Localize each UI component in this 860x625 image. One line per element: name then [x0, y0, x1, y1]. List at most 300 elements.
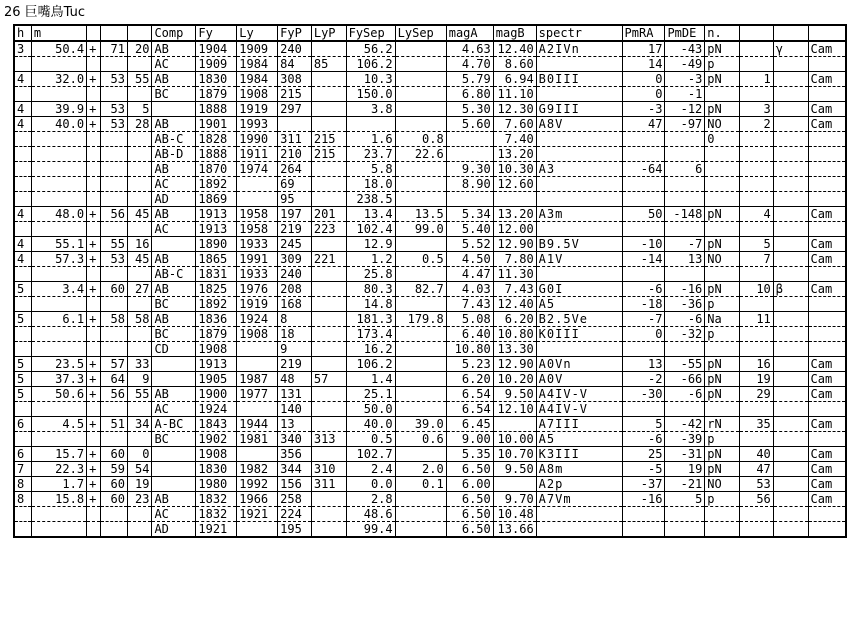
- table-row: [14, 312, 846, 327]
- table-row: [14, 41, 846, 57]
- table-cell: 10.30: [493, 162, 536, 177]
- table-cell: 1830: [196, 462, 237, 477]
- table-cell: -39: [665, 432, 705, 447]
- table-cell: [740, 41, 774, 57]
- table-cell: +: [87, 492, 101, 507]
- table-cell: 308: [278, 72, 312, 87]
- table-cell: [773, 237, 808, 252]
- table-cell: pN: [705, 387, 740, 402]
- table-cell: [101, 57, 128, 72]
- table-cell: [622, 222, 665, 237]
- column-header: PmRA: [622, 25, 665, 41]
- table-cell: [31, 177, 86, 192]
- table-cell: [127, 267, 152, 282]
- table-cell: 1879: [196, 327, 237, 342]
- table-cell: [665, 177, 705, 192]
- table-cell: 10.80: [493, 327, 536, 342]
- table-cell: [705, 147, 740, 162]
- table-cell: [311, 402, 346, 417]
- table-cell: 40.0: [346, 417, 395, 432]
- table-cell: 173.4: [346, 327, 395, 342]
- table-cell: [705, 162, 740, 177]
- table-cell: [773, 372, 808, 387]
- table-cell: [152, 477, 196, 492]
- table-cell: 5.8: [346, 162, 395, 177]
- table-cell: 4: [14, 72, 31, 87]
- table-row: [14, 207, 846, 222]
- table-cell: +: [87, 387, 101, 402]
- table-cell: 1987: [237, 372, 278, 387]
- table-cell: [14, 507, 31, 522]
- table-cell: [14, 402, 31, 417]
- table-cell: 11.30: [493, 267, 536, 282]
- table-cell: 13.30: [493, 342, 536, 357]
- column-header: [740, 25, 774, 41]
- table-cell: 9: [127, 372, 152, 387]
- table-cell: [87, 132, 101, 147]
- table-row: [14, 417, 846, 432]
- table-row: [14, 267, 846, 282]
- table-cell: [705, 177, 740, 192]
- table-cell: [237, 402, 278, 417]
- table-row: [14, 222, 846, 237]
- page-title: 26 巨嘴鳥Tuc: [4, 5, 86, 20]
- table-cell: 4: [14, 252, 31, 267]
- table-cell: 55: [127, 387, 152, 402]
- table-cell: 1908: [196, 447, 237, 462]
- table-cell: A8m: [536, 462, 622, 477]
- table-cell: AB: [152, 72, 196, 87]
- table-cell: [101, 132, 128, 147]
- table-cell: [536, 132, 622, 147]
- table-cell: Cam: [808, 237, 846, 252]
- table-cell: +: [87, 477, 101, 492]
- table-cell: 4.03: [446, 282, 493, 297]
- table-cell: [395, 237, 446, 252]
- table-cell: [87, 87, 101, 102]
- table-cell: pN: [705, 357, 740, 372]
- table-cell: 56: [101, 387, 128, 402]
- table-cell: -64: [622, 162, 665, 177]
- table-cell: [536, 507, 622, 522]
- table-cell: [278, 117, 312, 132]
- table-cell: 40.0: [31, 117, 86, 132]
- table-cell: [705, 522, 740, 538]
- table-cell: [152, 102, 196, 117]
- table-cell: 1909: [196, 57, 237, 72]
- table-cell: 223: [311, 222, 346, 237]
- table-cell: 1991: [237, 252, 278, 267]
- table-cell: [395, 162, 446, 177]
- table-cell: 4: [740, 207, 774, 222]
- table-cell: Cam: [808, 477, 846, 492]
- table-cell: 1892: [196, 297, 237, 312]
- table-cell: +: [87, 462, 101, 477]
- table-row: [14, 282, 846, 297]
- table-cell: 1921: [237, 507, 278, 522]
- table-cell: -1: [665, 87, 705, 102]
- table-cell: 10.80: [446, 342, 493, 357]
- table-cell: 181.3: [346, 312, 395, 327]
- table-cell: [31, 432, 86, 447]
- table-cell: [101, 297, 128, 312]
- table-row: [14, 342, 846, 357]
- column-header: LyP: [311, 25, 346, 41]
- table-cell: [446, 147, 493, 162]
- table-cell: [311, 192, 346, 207]
- table-cell: AB: [152, 117, 196, 132]
- table-cell: 168: [278, 297, 312, 312]
- column-header: [127, 25, 152, 41]
- table-cell: [31, 57, 86, 72]
- table-cell: 1921: [196, 522, 237, 538]
- table-cell: 4: [14, 102, 31, 117]
- double-star-table: [13, 24, 847, 538]
- table-cell: 1913: [196, 222, 237, 237]
- table-cell: [622, 267, 665, 282]
- table-cell: pN: [705, 102, 740, 117]
- table-cell: [101, 507, 128, 522]
- table-cell: 7.40: [493, 132, 536, 147]
- table-cell: 1993: [237, 117, 278, 132]
- table-cell: [14, 147, 31, 162]
- table-cell: [14, 192, 31, 207]
- table-cell: [127, 522, 152, 538]
- table-cell: [622, 177, 665, 192]
- table-cell: [31, 147, 86, 162]
- table-cell: 10.00: [493, 432, 536, 447]
- table-cell: +: [87, 417, 101, 432]
- table-cell: [395, 522, 446, 538]
- table-cell: 19: [127, 477, 152, 492]
- table-cell: 1958: [237, 207, 278, 222]
- table-cell: 1924: [237, 312, 278, 327]
- table-cell: 50: [622, 207, 665, 222]
- table-cell: 356: [278, 447, 312, 462]
- table-cell: [536, 147, 622, 162]
- table-cell: A3: [536, 162, 622, 177]
- table-cell: 48.0: [31, 207, 86, 222]
- table-cell: [311, 357, 346, 372]
- table-cell: 58: [101, 312, 128, 327]
- table-cell: [127, 87, 152, 102]
- table-cell: [14, 342, 31, 357]
- table-row: [14, 117, 846, 132]
- table-cell: 1992: [237, 477, 278, 492]
- table-cell: [395, 87, 446, 102]
- table-cell: 6.1: [31, 312, 86, 327]
- table-cell: [622, 342, 665, 357]
- table-cell: [31, 222, 86, 237]
- table-cell: Cam: [808, 462, 846, 477]
- table-cell: -16: [665, 282, 705, 297]
- table-cell: [31, 342, 86, 357]
- table-cell: [665, 192, 705, 207]
- table-cell: 0: [705, 132, 740, 147]
- table-cell: 6.45: [446, 417, 493, 432]
- table-row: [14, 507, 846, 522]
- table-cell: [87, 162, 101, 177]
- table-cell: 6.50: [446, 492, 493, 507]
- table-cell: [740, 432, 774, 447]
- table-cell: -7: [665, 237, 705, 252]
- table-cell: [87, 507, 101, 522]
- table-cell: [14, 132, 31, 147]
- table-cell: [87, 57, 101, 72]
- table-cell: 344: [278, 462, 312, 477]
- table-cell: 1958: [237, 222, 278, 237]
- table-cell: 25.1: [346, 387, 395, 402]
- table-cell: 264: [278, 162, 312, 177]
- table-cell: [237, 342, 278, 357]
- table-cell: -14: [622, 252, 665, 267]
- table-cell: 156: [278, 477, 312, 492]
- table-cell: 23: [127, 492, 152, 507]
- table-cell: 1902: [196, 432, 237, 447]
- table-cell: A4IV-V: [536, 387, 622, 402]
- table-cell: [152, 447, 196, 462]
- table-cell: [311, 282, 346, 297]
- table-cell: [395, 297, 446, 312]
- table-cell: 17: [622, 41, 665, 57]
- table-cell: [127, 222, 152, 237]
- table-cell: [101, 87, 128, 102]
- table-cell: [773, 417, 808, 432]
- table-cell: 5.52: [446, 237, 493, 252]
- table-cell: [536, 177, 622, 192]
- table-cell: 13.5: [395, 207, 446, 222]
- table-cell: 9.50: [493, 387, 536, 402]
- table-cell: AC: [152, 507, 196, 522]
- table-cell: pN: [705, 282, 740, 297]
- table-cell: [87, 267, 101, 282]
- table-cell: 10: [740, 282, 774, 297]
- table-cell: -97: [665, 117, 705, 132]
- table-cell: 6.20: [493, 312, 536, 327]
- table-cell: 45: [127, 207, 152, 222]
- table-cell: [87, 432, 101, 447]
- table-cell: 50.0: [346, 402, 395, 417]
- table-cell: [773, 432, 808, 447]
- table-cell: 53: [740, 477, 774, 492]
- table-cell: CD: [152, 342, 196, 357]
- table-cell: 53: [101, 117, 128, 132]
- table-cell: 11.10: [493, 87, 536, 102]
- table-cell: 55: [101, 237, 128, 252]
- table-cell: 1944: [237, 417, 278, 432]
- table-cell: [87, 192, 101, 207]
- table-cell: 7.43: [446, 297, 493, 312]
- table-cell: [101, 147, 128, 162]
- table-cell: -21: [665, 477, 705, 492]
- table-cell: 4.5: [31, 417, 86, 432]
- table-cell: [622, 402, 665, 417]
- table-cell: +: [87, 357, 101, 372]
- table-cell: AB: [152, 162, 196, 177]
- table-cell: p: [705, 327, 740, 342]
- table-cell: [705, 507, 740, 522]
- table-row: [14, 432, 846, 447]
- table-cell: 1832: [196, 492, 237, 507]
- table-cell: [127, 162, 152, 177]
- table-cell: 34: [127, 417, 152, 432]
- table-cell: [14, 522, 31, 538]
- table-cell: [493, 477, 536, 492]
- table-cell: [101, 177, 128, 192]
- table-cell: Cam: [808, 447, 846, 462]
- table-cell: rN: [705, 417, 740, 432]
- table-cell: [87, 222, 101, 237]
- column-header: h: [14, 25, 31, 41]
- table-cell: [740, 222, 774, 237]
- table-cell: [101, 222, 128, 237]
- table-cell: 7.43: [493, 282, 536, 297]
- table-cell: [31, 162, 86, 177]
- table-cell: [127, 57, 152, 72]
- table-cell: [665, 522, 705, 538]
- table-cell: [395, 507, 446, 522]
- table-cell: [536, 192, 622, 207]
- table-cell: NO: [705, 477, 740, 492]
- table-cell: 47: [622, 117, 665, 132]
- table-cell: 208: [278, 282, 312, 297]
- table-cell: [773, 147, 808, 162]
- table-cell: 1981: [237, 432, 278, 447]
- table-cell: AB: [152, 252, 196, 267]
- table-cell: 4: [14, 237, 31, 252]
- table-cell: 1984: [237, 57, 278, 72]
- table-cell: G9III: [536, 102, 622, 117]
- table-cell: 23.7: [346, 147, 395, 162]
- table-cell: [773, 222, 808, 237]
- table-cell: 60: [101, 477, 128, 492]
- table-cell: [808, 522, 846, 538]
- table-cell: 5: [14, 372, 31, 387]
- table-cell: [31, 192, 86, 207]
- table-cell: 5.35: [446, 447, 493, 462]
- table-cell: [14, 327, 31, 342]
- table-cell: [705, 402, 740, 417]
- table-cell: A7III: [536, 417, 622, 432]
- table-cell: [311, 41, 346, 57]
- table-cell: 13: [622, 357, 665, 372]
- table-cell: 309: [278, 252, 312, 267]
- table-cell: [536, 522, 622, 538]
- table-cell: A5: [536, 432, 622, 447]
- table-cell: pN: [705, 237, 740, 252]
- table-cell: [87, 402, 101, 417]
- table-cell: [395, 357, 446, 372]
- table-cell: 1830: [196, 72, 237, 87]
- column-header: LySep: [395, 25, 446, 41]
- table-cell: [808, 57, 846, 72]
- table-cell: [311, 102, 346, 117]
- table-cell: 3.8: [346, 102, 395, 117]
- table-cell: [395, 41, 446, 57]
- table-cell: [665, 507, 705, 522]
- table-cell: 6.54: [446, 387, 493, 402]
- table-cell: 48.6: [346, 507, 395, 522]
- column-header: [808, 25, 846, 41]
- table-cell: AB-C: [152, 132, 196, 147]
- column-header: PmDE: [665, 25, 705, 41]
- table-cell: 1828: [196, 132, 237, 147]
- table-cell: A8V: [536, 117, 622, 132]
- table-cell: 1888: [196, 147, 237, 162]
- table-cell: AD: [152, 522, 196, 538]
- table-cell: [773, 162, 808, 177]
- table-cell: 47: [740, 462, 774, 477]
- table-cell: 1831: [196, 267, 237, 282]
- table-cell: 10.48: [493, 507, 536, 522]
- table-cell: 245: [278, 237, 312, 252]
- table-cell: 6.50: [446, 507, 493, 522]
- table-cell: [740, 297, 774, 312]
- table-cell: -32: [665, 327, 705, 342]
- table-cell: 0.6: [395, 432, 446, 447]
- table-cell: G0I: [536, 282, 622, 297]
- table-cell: 6: [14, 417, 31, 432]
- table-cell: [808, 402, 846, 417]
- table-cell: [31, 267, 86, 282]
- table-cell: 5: [14, 312, 31, 327]
- table-cell: 12.30: [493, 102, 536, 117]
- table-cell: [536, 57, 622, 72]
- table-cell: AC: [152, 402, 196, 417]
- table-cell: 10.20: [493, 372, 536, 387]
- table-cell: 9: [278, 342, 312, 357]
- table-cell: [395, 447, 446, 462]
- table-cell: [446, 192, 493, 207]
- table-cell: 1982: [237, 462, 278, 477]
- column-header: Fy: [196, 25, 237, 41]
- table-cell: AB: [152, 387, 196, 402]
- table-cell: [808, 297, 846, 312]
- table-cell: [87, 177, 101, 192]
- table-cell: 19: [740, 372, 774, 387]
- table-cell: [740, 132, 774, 147]
- table-cell: 13.20: [493, 207, 536, 222]
- table-cell: 1980: [196, 477, 237, 492]
- table-cell: 12.60: [493, 177, 536, 192]
- table-cell: B2.5Ve: [536, 312, 622, 327]
- table-row: [14, 147, 846, 162]
- table-cell: [14, 267, 31, 282]
- table-cell: β: [773, 282, 808, 297]
- table-row: [14, 72, 846, 87]
- table-cell: [31, 522, 86, 538]
- column-header: FyP: [278, 25, 312, 41]
- table-cell: AD: [152, 192, 196, 207]
- table-cell: 106.2: [346, 357, 395, 372]
- table-cell: [31, 87, 86, 102]
- table-row: [14, 402, 846, 417]
- table-cell: -5: [622, 462, 665, 477]
- table-cell: 1.2: [346, 252, 395, 267]
- table-cell: [127, 402, 152, 417]
- table-cell: AB-C: [152, 267, 196, 282]
- table-cell: -3: [622, 102, 665, 117]
- table-cell: [808, 192, 846, 207]
- table-cell: [395, 192, 446, 207]
- table-cell: -12: [665, 102, 705, 117]
- table-cell: [101, 267, 128, 282]
- table-cell: [237, 177, 278, 192]
- table-cell: 0: [622, 87, 665, 102]
- table-cell: AB: [152, 207, 196, 222]
- table-cell: [311, 342, 346, 357]
- table-cell: [740, 57, 774, 72]
